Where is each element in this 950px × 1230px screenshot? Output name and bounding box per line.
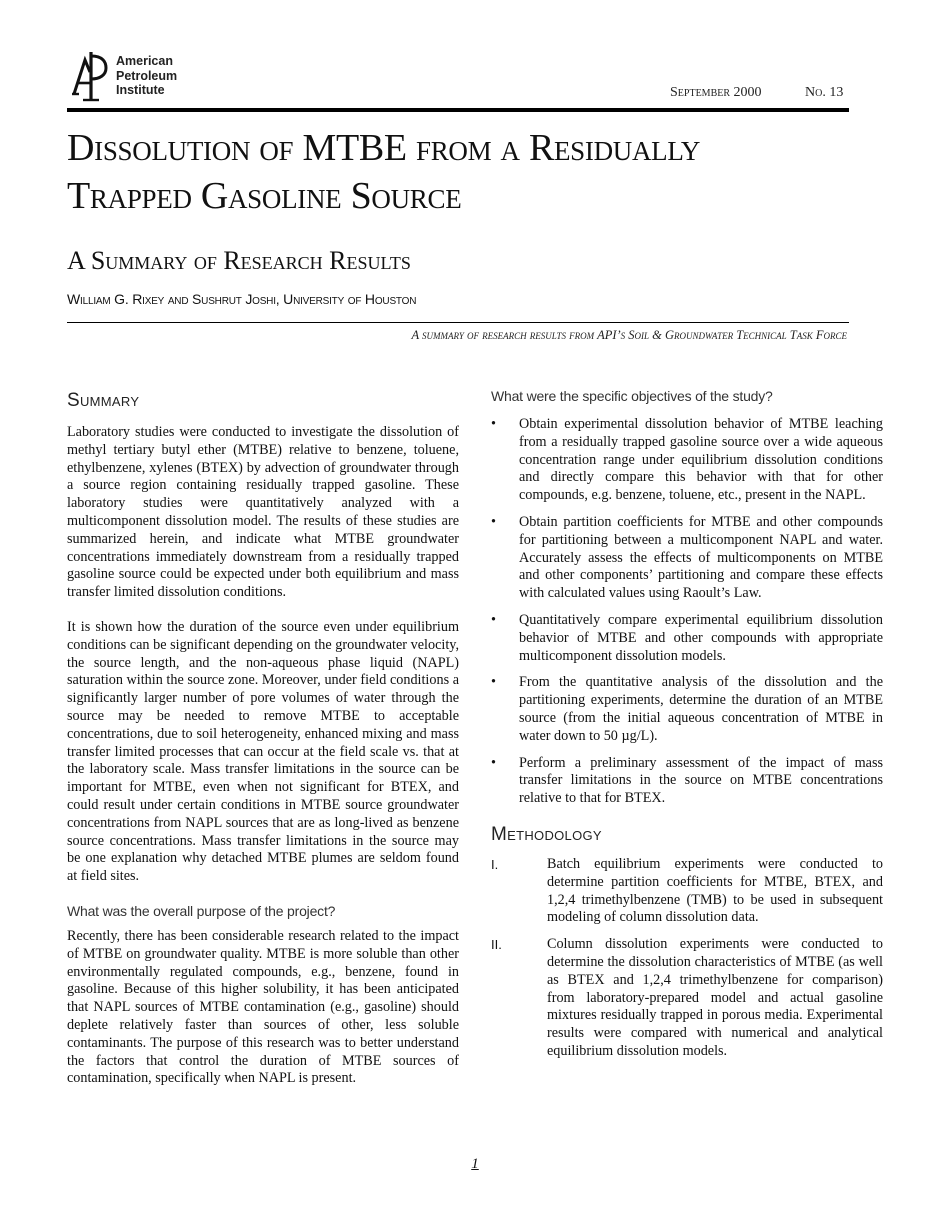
objective-text: Quantitatively compare experimental equilibrium dissolution behavior of MTBE and other compounds with appropriate multicomponent dissolution models. (519, 611, 883, 664)
objective-text: From the quantitative analysis of the dissolution and the partitioning experiments, determine the duration of an MTBE source (from the initial aqueous concentration of MTBE in water down to 50 µg/L). (519, 674, 883, 744)
bullet-icon: • (491, 513, 496, 530)
logo-line: American (116, 54, 173, 68)
api-logo-icon (70, 50, 110, 102)
objective-text: Perform a preliminary assessment of the impact of mass transfer limitations in the source on MTBE concentrations relative to that for BTEX. (519, 754, 883, 807)
logo-line: Petroleum (116, 68, 178, 83)
objectives-question: What were the specific objectives of the study? (491, 388, 773, 404)
logo-line: Institute (116, 83, 165, 97)
right-column (491, 388, 883, 1070)
methodology-text: Column dissolution experiments were conducted to determine the dissolution characteristics of MTBE (as well as BTEX and 1,2,4 trimethylbenzene for comparison) from laboratory-prepared model and actual gasoline mixtures residually trapped in porous media. Experimental results were compared with numerical and analytical equilibrium dissolution models. (547, 936, 883, 1059)
document-subtitle: A Summary of Research Results (67, 246, 411, 275)
item-number: II. (491, 937, 502, 953)
summary-paragraph: Laboratory studies were conducted to investigate the dissolution of methyl tertiary butyl ether (MTBE) relative to benzene, toluene, ethylbenzene, xylenes (BTEX) by advection of groundwater through a source region containing residually trapped gasoline. These laboratory studies were quantitatively analyzed with a multicomponent dissolution model. The results of these studies are summarized herein, and indicate what MTBE groundwater concentrations immediately downstream from a residually trapped gasoline source could be expected under both equilibrium and mass transfer limited dissolution conditions. (67, 424, 459, 601)
item-number: I. (491, 856, 499, 872)
tagline: A summary of research results from API’s Soil & Groundwater Technical Task Force (411, 328, 847, 342)
objective-text: Obtain experimental dissolution behavior of MTBE leaching from a residually trapped gasoline source over a wide aqueous concentration range under equilibrium dissolution conditions and directly compare this behavior with that for other compounds, e.g. benzene, toluene, etc., present in the NAPL. (519, 416, 883, 504)
issue-number: No. 13 (805, 85, 844, 100)
list-item (491, 416, 883, 505)
bullet-icon: • (491, 754, 496, 771)
left-column (67, 390, 459, 1088)
objectives-list (491, 416, 883, 808)
issue-date: September 2000 (670, 85, 762, 100)
list-item (491, 856, 883, 927)
page-number: 1 (471, 1156, 479, 1172)
list-item (491, 936, 883, 1061)
list-item (491, 612, 883, 665)
bullet-icon: • (491, 416, 496, 432)
list-item (491, 674, 883, 745)
title-line-1: Dissolution of MTBE from a Residually (67, 127, 701, 169)
objective-text: Obtain partition coefficients for MTBE and other compounds for partitioning between a multicomponent NAPL and water. Accurately assess the effects of multicomponents on MTBE and other components’ partitioning and compare these effects with calculated values using Raoult’s Law. (519, 513, 883, 602)
authors: William G. Rixey and Sushrut Joshi, University of Houston (67, 291, 417, 307)
api-logo-text (116, 54, 177, 98)
list-item (491, 514, 883, 603)
title-rule (67, 322, 849, 323)
header-rule (67, 108, 849, 112)
list-item (491, 755, 883, 808)
summary-paragraph: It is shown how the duration of the source even under equilibrium conditions can be significant depending on the groundwater velocity, the source length, and the non-aqueous phase liquid (NAPL) saturation within the source zone. Moreover, under field conditions a significantly larger number of pore volumes of water through the source may be needed to remove MTBE to acceptable concentrations, due to soil heterogeneity, enhanced mixing and mass transfer limited processes that can occur at the field scale vs. that at the laboratory scale. Mass transfer limitations in the source can be important for MTBE, even when not significant for BTEX, and could result under certain conditions in MTBE source groundwater concentrations from NAPL sources that are as long-lived as benzene source concentrations. Mass transfer limitations in the source may be one explanation why detached MTBE plumes are seldom found at field sites. (67, 618, 459, 885)
bullet-icon: • (491, 674, 496, 691)
bullet-icon: • (491, 611, 496, 628)
document-title (67, 124, 700, 220)
methodology-heading: Methodology (491, 823, 602, 845)
title-line-2: Trapped Gasoline Source (67, 175, 462, 217)
summary-heading: Summary (67, 390, 140, 411)
methodology-list (491, 856, 883, 1061)
purpose-question: What was the overall purpose of the project? (67, 902, 336, 919)
purpose-paragraph: Recently, there has been considerable research related to the impact of MTBE on groundwater quality. MTBE is more soluble than other environmentally regulated compounds, e.g., benzene, found in gasoline. Because of this higher solubility, it has been anticipated that NAPL sources of MTBE contamination (e.g., gasoline) should deplete relatively faster than sources of other, less soluble contaminants. The purpose of this research was to better understand the factors that control the duration of MTBE sources of contamination, specifically when NAPL is present. (67, 927, 459, 1087)
methodology-text: Batch equilibrium experiments were conducted to determine partition coefficients for MTBE, BTEX, and 1,2,4 trimethylbenzene (TMB) to be used in subsequent modeling of column dissolution data. (547, 855, 883, 926)
